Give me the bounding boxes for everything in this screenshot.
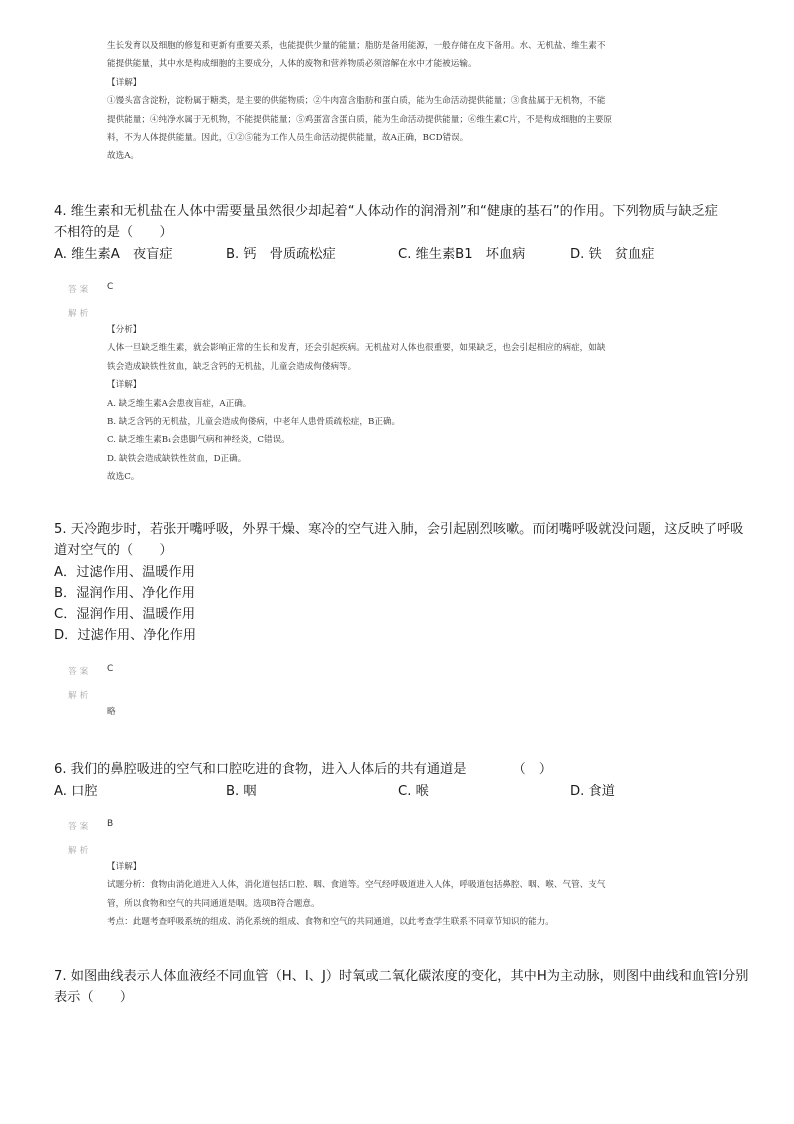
question-6-options: [54, 780, 754, 801]
option-a: A．过滤作用、温暖作用: [54, 565, 195, 580]
answer-label: 答案: [68, 822, 92, 832]
question-5-stem: [54, 519, 754, 561]
analysis-line: D. 缺铁会造成缺铁性贫血，D正确。: [107, 453, 247, 464]
question-7-stem: [54, 966, 754, 1008]
option-b: B. 钙 骨质疏松症: [226, 247, 336, 262]
question-5-analysis: [107, 703, 730, 721]
analysis-heading: 【详解】: [107, 862, 142, 872]
analysis-line: 管，所以食物和空气的共同通道是咽。选项B符合题意。: [107, 898, 320, 909]
answer-value: C: [107, 282, 114, 292]
analysis-label: 解析: [68, 309, 92, 319]
answer-label: 答案: [68, 285, 92, 295]
option-b: B. 咽: [226, 784, 257, 799]
option-b: B．湿润作用、净化作用: [54, 586, 195, 601]
option-c: C. 维生素B1 坏血病: [398, 247, 526, 262]
question-4-analysis: [107, 321, 730, 487]
question-4-options: [54, 243, 754, 264]
prev-explanation-line: 能提供能量，其中水是构成细胞的主要成分，人体的废物和营养物质必须溶解在水中才能被运输。: [107, 59, 477, 70]
question-6-stem: [54, 759, 754, 780]
analysis-label: 解析: [68, 691, 92, 701]
prev-explanation: [107, 37, 730, 166]
question-stem-line: 表示（ ）: [54, 990, 134, 1005]
analysis-line: 试题分析：食物由消化道进入人体，消化道包括口腔、咽、食道等。空气经呼吸道进入人体，呼吸道包括鼻腔、咽、喉、气管、支气: [107, 880, 606, 891]
analysis-label: 解析: [68, 846, 92, 856]
question-stem-line: 4. 维生素和无机盐在人体中需要量虽然很少却起着“人体动作的润滑剂”和“健康的基石”的作用。下列物质与缺乏症: [54, 204, 718, 219]
question-stem-line: 不相符的是（ ）: [54, 225, 173, 240]
question-6-analysis: [107, 858, 730, 932]
prev-explanation-line: ①馒头富含淀粉，淀粉属于糖类，是主要的供能物质；②牛肉富含脂肪和蛋白质，能为生命活动提供能量；③食盐属于无机物，不能: [107, 96, 606, 107]
analysis-line: 人体一旦缺乏维生素，就会影响正常的生长和发育，还会引起疾病。无机盐对人体也很重要，如果缺乏，也会引起相应的病症，如缺: [107, 343, 606, 354]
analysis-line: 略: [107, 707, 116, 717]
option-c: C．湿润作用、温暖作用: [54, 607, 196, 622]
prev-explanation-line: 生长发育以及细胞的修复和更新有重要关系，也能提供少量的能量；脂肪是备用能源，一般存储在皮下备用。水、无机盐、维生素不: [107, 41, 606, 51]
analysis-heading: 【详解】: [107, 380, 142, 391]
option-d: D．过滤作用、净化作用: [54, 628, 197, 643]
option-c: C. 喉: [398, 784, 429, 799]
prev-explanation-line: 提供能量；④纯净水属于无机物，不能提供能量；⑤鸡蛋富含蛋白质，能为生命活动提供能量；⑥维生素C片，不是构成细胞的主要原: [107, 114, 613, 125]
prev-explanation-conclusion: 故选A。: [107, 151, 139, 162]
question-stem-line: 7. 如图曲线表示人体血液经不同血管（H、I、J）时氧或二氧化碳浓度的变化，其中H为主动脉，则图中曲线和血管I分别: [54, 969, 749, 984]
analysis-line: C. 缺乏维生素B₁会患脚气病和神经炎，C错误。: [107, 435, 290, 446]
analysis-heading: 【分析】: [107, 325, 142, 335]
option-d: D. 食道: [570, 784, 615, 799]
prev-explanation-heading: 【详解】: [107, 77, 142, 88]
prev-explanation-line: 料，不为人体提供能量。因此，①②⑤能为工作人员生命活动提供能量，故A正确，BCD错误。: [107, 133, 469, 144]
option-a: A. 口腔: [54, 784, 98, 799]
option-a: A. 维生素A 夜盲症: [54, 247, 173, 262]
question-stem-line: 道对空气的（ ）: [54, 543, 173, 558]
question-stem-line: 6. 我们的鼻腔吸进的空气和口腔吃进的食物，进入人体后的共有通道是 （ ）: [54, 762, 553, 777]
answer-label: 答案: [68, 667, 92, 677]
answer-value: B: [107, 819, 114, 829]
option-d: D. 铁 贫血症: [570, 247, 655, 262]
question-stem-line: 5. 天冷跑步时，若张开嘴呼吸，外界干燥、寒冷的空气进入肺，会引起剧烈咳嗽。而闭嘴呼吸就没问题，这反映了呼吸: [54, 522, 744, 537]
analysis-line: 铁会造成缺铁性贫血，缺乏含钙的无机盐，儿童会造成佝偻病等。: [107, 361, 357, 372]
answer-value: C: [107, 664, 114, 674]
question-4-stem: [54, 201, 754, 243]
analysis-conclusion: 故选C。: [107, 472, 140, 483]
analysis-line: 考点：此题考查呼吸系统的组成、消化系统的组成、食物和空气的共同通道，以此考查学生联系不同章节知识的能力。: [107, 917, 554, 928]
analysis-line: B. 缺乏含钙的无机盐，儿童会造成佝偻病，中老年人患骨质疏松症，B正确。: [107, 417, 401, 428]
analysis-line: A. 缺乏维生素A会患夜盲症，A正确。: [107, 398, 252, 409]
